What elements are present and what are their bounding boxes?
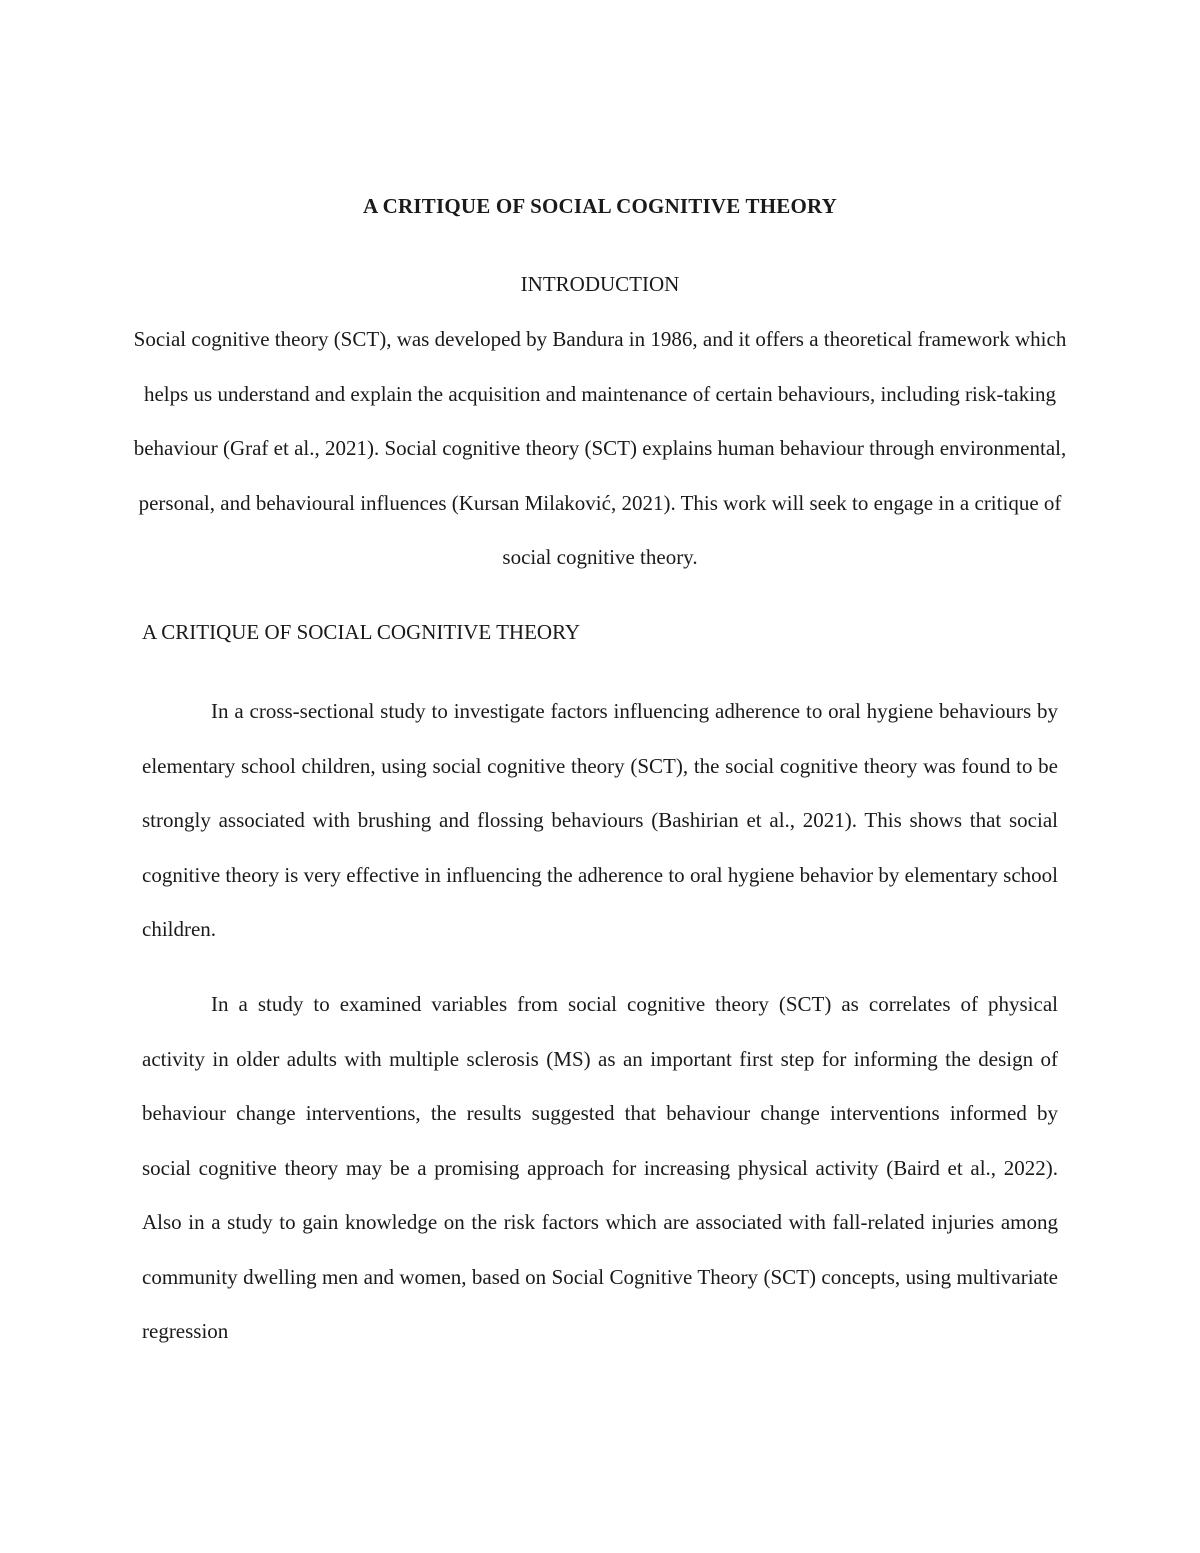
critique-section-heading: A CRITIQUE OF SOCIAL COGNITIVE THEORY bbox=[142, 620, 581, 644]
intro-paragraph: Social cognitive theory (SCT), was developed by Bandura in 1986, and it offers a theoretical framework which helps us understand and explain the acquisition and maintenance of certain behaviours, including risk-taking behaviour (Graf et al., 2021). Social cognitive theory (SCT) explains human behaviour through environmental, personal, and behavioural influences (Kursan Milaković, 2021). This work will seek to engage in a critique of social cognitive theory. bbox=[133, 327, 1067, 569]
body-paragraph-physical-activity: In a study to examined variables from social cognitive theory (SCT) as correlates of physical activity in older adults with multiple sclerosis (MS) as an important first step for informing the design of behaviour change interventions, the results suggested that behaviour change interventions informed by social cognitive theory may be a promising approach for increasing physical activity (Baird et al., 2022). Also in a study to gain knowledge on the risk factors which are associated with fall-related injuries among community dwelling men and women, based on Social Cognitive Theory (SCT) concepts, using multivariate regression bbox=[142, 992, 1058, 1343]
body-paragraph-oral-hygiene: In a cross-sectional study to investigate factors influencing adherence to oral hygiene behaviours by elementary school children, using social cognitive theory (SCT), the social cognitive theory was found to be strongly associated with brushing and flossing behaviours (Bashirian et al., 2021). This shows that social cognitive theory is very effective in influencing the adherence to oral hygiene behavior by elementary school children. bbox=[142, 699, 1058, 941]
document-title: A CRITIQUE OF SOCIAL COGNITIVE THEORY bbox=[362, 194, 837, 218]
introduction-heading: INTRODUCTION bbox=[520, 272, 680, 296]
